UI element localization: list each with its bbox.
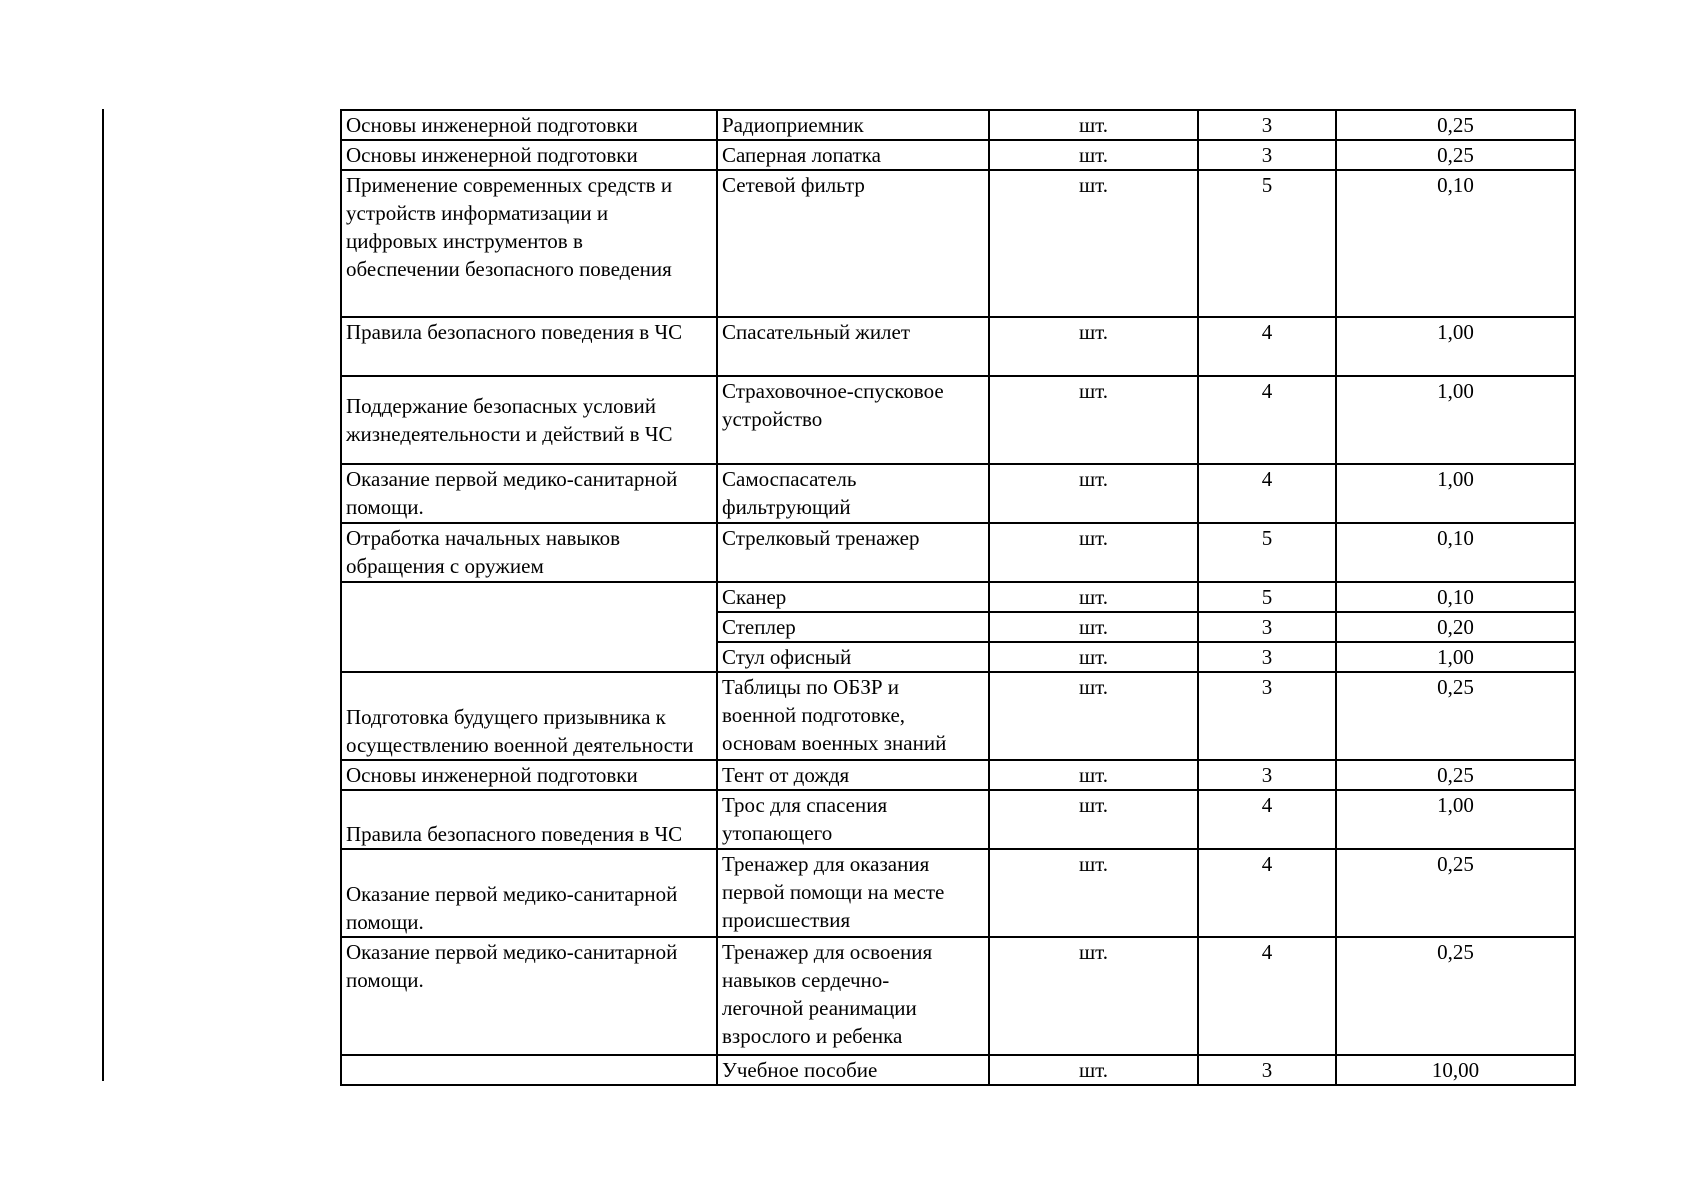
topic-cell	[341, 110, 717, 140]
item-text: Тренажер для освоения навыков сердечно- легочной реанимации взрослого и ребенка	[722, 940, 933, 1048]
item-cell	[717, 937, 989, 1055]
table-row	[341, 849, 1575, 937]
norm-cell: 0,25	[1336, 849, 1575, 937]
unit-cell: шт.	[989, 642, 1198, 672]
norm-cell: 1,00	[1336, 790, 1575, 849]
topic-text: Отработка начальных навыков обращения с оружием	[346, 526, 621, 578]
qty-cell: 4	[1198, 464, 1336, 523]
topic-cell	[341, 317, 717, 376]
equipment-table	[340, 109, 1576, 1086]
item-cell	[717, 760, 989, 790]
norm-cell: 1,00	[1336, 642, 1575, 672]
topic-text: Поддержание безопасных условий жизнедеятельности и действий в ЧС	[346, 394, 673, 446]
item-text: Тренажер для оказания первой помощи на месте происшествия	[722, 852, 945, 932]
topic-cell	[341, 376, 717, 464]
item-text: Саперная лопатка	[722, 143, 881, 167]
qty-cell: 4	[1198, 317, 1336, 376]
qty-cell: 5	[1198, 523, 1336, 582]
qty-cell: 3	[1198, 672, 1336, 760]
qty-cell: 3	[1198, 612, 1336, 642]
table-row	[341, 170, 1575, 317]
topic-cell	[341, 760, 717, 790]
topic-cell	[341, 849, 717, 937]
item-cell	[717, 672, 989, 760]
norm-cell: 1,00	[1336, 317, 1575, 376]
table-row	[341, 140, 1575, 170]
item-text: Стул офисный	[722, 645, 852, 669]
unit-cell: шт.	[989, 849, 1198, 937]
item-cell	[717, 612, 989, 642]
item-text: Спасательный жилет	[722, 320, 911, 344]
unit-cell: шт.	[989, 672, 1198, 760]
topic-text: Правила безопасного поведения в ЧС	[346, 822, 683, 846]
table-row	[341, 1055, 1575, 1085]
item-cell	[717, 464, 989, 523]
topic-cell	[341, 170, 717, 317]
norm-cell: 1,00	[1336, 464, 1575, 523]
unit-cell: шт.	[989, 1055, 1198, 1085]
qty-cell: 4	[1198, 849, 1336, 937]
table-row	[341, 582, 1575, 612]
table-row	[341, 464, 1575, 523]
item-text: Таблицы по ОБЗР и военной подготовке, основам военных знаний	[722, 675, 947, 755]
qty-cell: 3	[1198, 140, 1336, 170]
norm-cell: 0,20	[1336, 612, 1575, 642]
qty-cell: 5	[1198, 582, 1336, 612]
unit-cell: шт.	[989, 582, 1198, 612]
unit-cell: шт.	[989, 790, 1198, 849]
topic-cell	[341, 937, 717, 1055]
topic-text: Оказание первой медико-санитарной помощи.	[346, 882, 678, 934]
topic-cell	[341, 140, 717, 170]
unit-cell: шт.	[989, 937, 1198, 1055]
item-cell	[717, 523, 989, 582]
table-row	[341, 937, 1575, 1055]
item-cell	[717, 110, 989, 140]
item-cell	[717, 582, 989, 612]
item-cell	[717, 376, 989, 464]
unit-cell: шт.	[989, 464, 1198, 523]
unit-cell: шт.	[989, 612, 1198, 642]
topic-text: Оказание первой медико-санитарной помощи.	[346, 467, 678, 519]
unit-cell: шт.	[989, 760, 1198, 790]
item-text: Трос для спасения утопающего	[722, 793, 888, 845]
unit-cell: шт.	[989, 140, 1198, 170]
table-row	[341, 110, 1575, 140]
item-cell	[717, 642, 989, 672]
item-cell	[717, 790, 989, 849]
unit-cell: шт.	[989, 110, 1198, 140]
unit-cell: шт.	[989, 317, 1198, 376]
norm-cell: 0,25	[1336, 110, 1575, 140]
topic-cell	[341, 790, 717, 849]
table-row	[341, 760, 1575, 790]
item-cell	[717, 849, 989, 937]
item-cell	[717, 170, 989, 317]
norm-cell: 0,10	[1336, 523, 1575, 582]
table-row	[341, 790, 1575, 849]
topic-text: Основы инженерной подготовки	[346, 143, 638, 167]
topic-cell	[341, 1055, 717, 1085]
norm-cell: 0,25	[1336, 140, 1575, 170]
norm-cell: 0,10	[1336, 582, 1575, 612]
qty-cell: 3	[1198, 760, 1336, 790]
table-row	[341, 523, 1575, 582]
norm-cell: 1,00	[1336, 376, 1575, 464]
norm-cell: 0,10	[1336, 170, 1575, 317]
qty-cell: 4	[1198, 376, 1336, 464]
qty-cell: 3	[1198, 1055, 1336, 1085]
topic-text: Правила безопасного поведения в ЧС	[346, 320, 683, 344]
qty-cell: 4	[1198, 937, 1336, 1055]
item-text: Сканер	[722, 585, 787, 609]
topic-text: Основы инженерной подготовки	[346, 113, 638, 137]
topic-text: Оказание первой медико-санитарной помощи.	[346, 940, 678, 992]
topic-cell	[341, 523, 717, 582]
qty-cell: 5	[1198, 170, 1336, 317]
norm-cell: 10,00	[1336, 1055, 1575, 1085]
table-row	[341, 672, 1575, 760]
topic-text: Подготовка будущего призывника к осуществлению военной деятельности	[346, 705, 694, 757]
qty-cell: 3	[1198, 642, 1336, 672]
item-cell	[717, 317, 989, 376]
topic-cell	[341, 582, 717, 672]
item-cell	[717, 140, 989, 170]
unit-cell: шт.	[989, 523, 1198, 582]
topic-text: Основы инженерной подготовки	[346, 763, 638, 787]
item-text: Сетевой фильтр	[722, 173, 865, 197]
topic-cell	[341, 464, 717, 523]
item-text: Степлер	[722, 615, 796, 639]
table-row	[341, 376, 1575, 464]
item-text: Страховочное-спусковое устройство	[722, 379, 944, 431]
item-text: Учебное пособие	[722, 1058, 878, 1082]
qty-cell: 3	[1198, 110, 1336, 140]
unit-cell: шт.	[989, 376, 1198, 464]
item-cell	[717, 1055, 989, 1085]
left-margin-rule	[102, 109, 104, 1081]
norm-cell: 0,25	[1336, 760, 1575, 790]
topic-cell	[341, 672, 717, 760]
item-text: Тент от дождя	[722, 763, 850, 787]
table-row	[341, 317, 1575, 376]
item-text: Стрелковый тренажер	[722, 526, 920, 550]
unit-cell: шт.	[989, 170, 1198, 317]
qty-cell: 4	[1198, 790, 1336, 849]
item-text: Радиоприемник	[722, 113, 864, 137]
topic-text: Применение современных средств и устройств информатизации и цифровых инструментов в обеспечении безопасного поведения	[346, 173, 673, 281]
norm-cell: 0,25	[1336, 937, 1575, 1055]
item-text: Самоспасатель фильтрующий	[722, 467, 857, 519]
norm-cell: 0,25	[1336, 672, 1575, 760]
